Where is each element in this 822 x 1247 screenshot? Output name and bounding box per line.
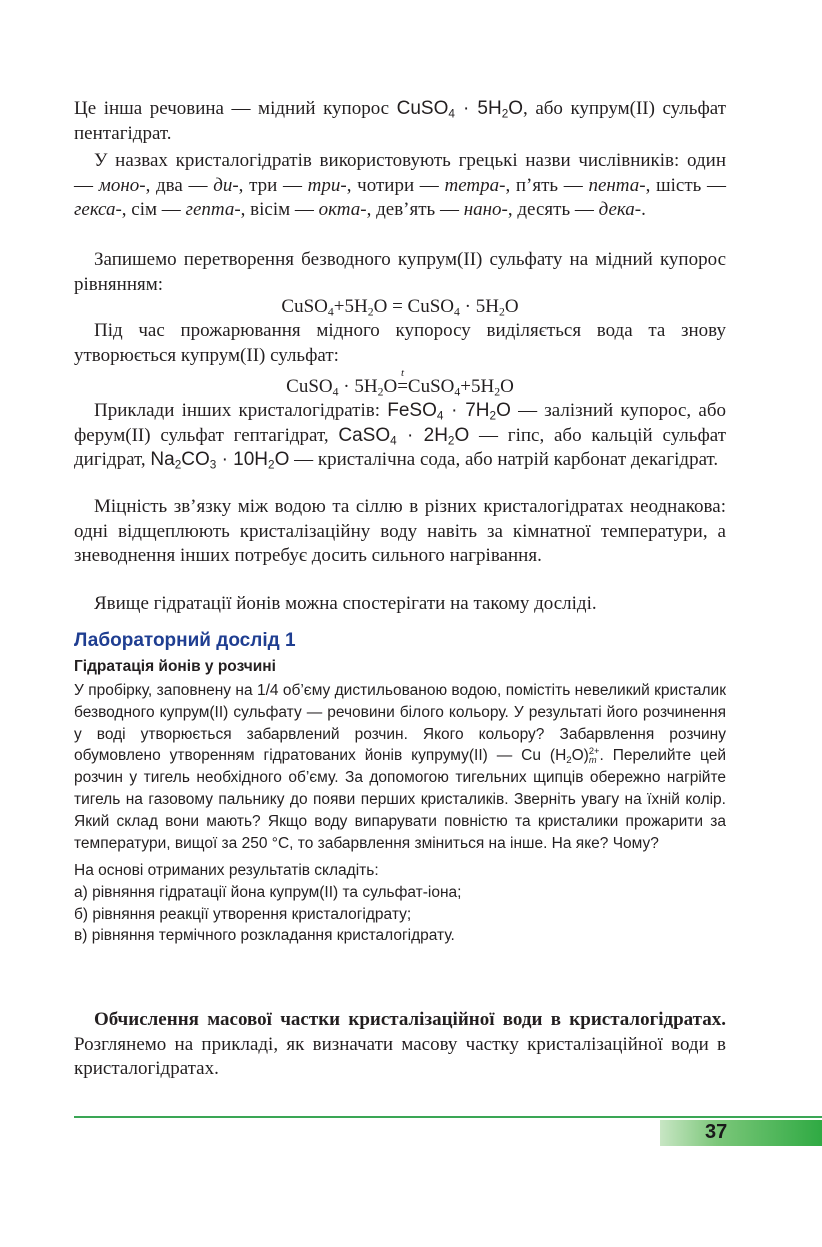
page-number-tab	[660, 1120, 822, 1146]
paragraph-greek-numerals: У назвах кристалогідратів використовують грецькі назви числівників: один — моно-, два — ди-, три — три-, чотири — тетра-, п’ять — пента-, шість — гекса-, сім — гепта-, вісім — окта-, дев’ять — нано-, десять — дека-.	[74, 150, 727, 221]
formula-cuso4-5h2o: CuSO$_4$ · $5H_2O$	[396, 98, 524, 121]
formula-na2co3: $Na_2CO_3 \cdot 10H_2O$	[150, 449, 290, 472]
lab-instructions: У пробірку, заповнену на 1/4 об’єму дистильованою водою, помістіть невеликий кристалик безводного купрум(ІІ) сульфату — речовини білого кольору. У результаті його розчинення у воді утворюється забарвлений розчин. Якого кольору? Забарвлення розчину обумовлено утворенням гідратованих йонів купруму(ІІ) — Cu $(H_2O)$ 2+ m . Перелийте цей розчин у тигель необхідного об’єму. За допомогою тигельних щипців обережно нагрійте тигель на газовому пальнику до появи перших кристаликів. Зверніть увагу на їхній колір. Який склад вони мають? Якщо воду випарувати повністю та кристалики прожарити за температури, вищої за 250 °С, то забарвлення зміниться на інше. На яке? Чому?	[74, 682, 726, 852]
formula-cu-hydrated: Cu $(H_2O)$ 2+ m	[521, 746, 600, 767]
lab-title: Лабораторний дослід 1	[74, 630, 296, 651]
paragraph-other-hydrates: Приклади інших кристалогідратів: FeSO$_4$ · $7H_2O$ — залізний купорос, або ферум(II) сульфат гептагідрат, CaSO$_4$ · $2H_2O$ — гіпс, або кальцій сульфат дигідрат, $Na_2CO_3 \cdot 10H_2O$ — кристалічна сода, або натрій карбонат декагідрат.	[74, 400, 727, 472]
formula-feso4: FeSO$_4$ · $7H_2O$	[387, 400, 511, 423]
heat-equals-sign: t =	[397, 367, 408, 397]
paragraph-mass-fraction: Обчислення масової частки кристалізаційної води в кристалогідратах. Розглянемо на прикладі, як визначати масову частку кристалізаційної води в кристалогідратах.	[74, 1009, 726, 1080]
list-item: а) рівняння гідратації йона купрум(ІІ) та сульфат-іона;	[74, 884, 462, 902]
footer-divider	[74, 1116, 822, 1118]
paragraph-equation-intro: Запишемо перетворення безводного купрум(II) сульфату на мідний купорос рівнянням:	[74, 249, 726, 295]
list-item: б) рівняння реакції утворення кристалогідрату;	[74, 905, 412, 923]
page-number: 37	[705, 1121, 728, 1143]
paragraph-bond-strength: Міцність зв’язку між водою та сіллю в різних кристалогідратах неоднакова: одні відщеплюють кристалізаційну воду навіть за кімнатної температури, а зневоднення інших потребує досить сильного нагрівання.	[74, 496, 726, 567]
paragraph-copper-vitriol: Це інша речовина — мідний купорос CuSO$_4$ · $5H_2O$, або купрум(II) сульфат пентагідрат.	[74, 98, 727, 144]
lab-task-list	[74, 882, 726, 947]
lab-task-intro: На основі отриманих результатів складіть:	[74, 862, 379, 880]
paragraph-experiment-intro: Явище гідратації йонів можна спостерігати на такому досліді.	[94, 593, 597, 614]
equation-dehydration: CuSO$_4$ · $5H_2O$ t $=CuSO_4+5H_2O$	[286, 367, 514, 399]
lab-experiment	[74, 630, 726, 947]
list-item: в) рівняння термічного розкладання кристалогідрату.	[74, 927, 455, 945]
lab-subtitle: Гідратація йонів у розчині	[74, 658, 276, 675]
formula-caso4: CaSO$_4$ · $2H_2O$	[338, 424, 470, 448]
equation-hydration: $CuSO_4+5H_2O$ = CuSO$_4$ · $5H_2O$	[281, 296, 519, 319]
paragraph-calcination: Під час прожарювання мідного купоросу виділяється вода та знову утворюється купрум(II) сульфат:	[74, 320, 726, 366]
